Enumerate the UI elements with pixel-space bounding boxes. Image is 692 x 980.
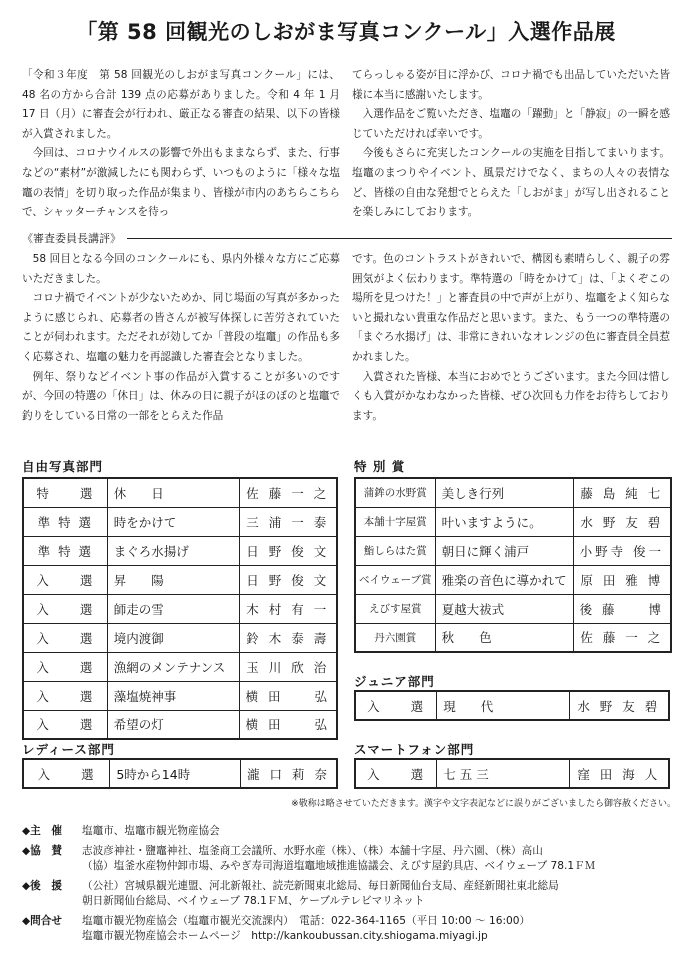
section-title-ladies: レディース部門 bbox=[22, 742, 115, 757]
award-rank: 入 選 bbox=[355, 691, 437, 720]
award-rank: 入 選 bbox=[23, 652, 107, 681]
work-title: 現 代 bbox=[437, 691, 569, 720]
photographer-name: 小野寺 俊一 bbox=[573, 536, 671, 565]
work-title: 境内渡御 bbox=[107, 623, 239, 652]
info-line: （公社）宮城県観光連盟、河北新報社、読売新聞東北総局、毎日新聞仙台支局、産経新聞社東北総局 bbox=[82, 880, 559, 892]
table-row bbox=[355, 691, 669, 720]
intro-paragraph: 入選作品をご覧いただき、塩竈の「躍動」と「静寂」の一瞬を感じていただければ幸いです。 bbox=[352, 108, 670, 140]
work-title: 美しき行列 bbox=[435, 478, 573, 507]
table-row bbox=[23, 478, 337, 507]
info-line: 塩竈市、塩竈市観光物産協会 bbox=[82, 825, 220, 837]
work-title: まぐろ水揚げ bbox=[107, 536, 239, 565]
review-paragraph: 58 回目となる今回のコンクールにも、県内外様々な方にご応募いただきました。 bbox=[22, 253, 340, 285]
disclaimer-note: ※敬称は略させていただきます。漢字や文字表記などに誤りがございましたら御容赦ください。 bbox=[291, 799, 676, 809]
work-title: 休 日 bbox=[107, 478, 239, 507]
intro-paragraph: てらっしゃる姿が目に浮かび、コロナ禍でも出品していただいた皆様に本当に感謝いたします。 bbox=[352, 69, 670, 101]
info-value bbox=[82, 879, 682, 909]
work-title: 師走の雪 bbox=[107, 594, 239, 623]
special-award-table bbox=[354, 477, 672, 653]
table-row bbox=[23, 507, 337, 536]
section-title-junior: ジュニア部門 bbox=[354, 674, 435, 689]
photographer-name: 後 藤 博 bbox=[573, 594, 671, 623]
photographer-name: 佐 藤 一 之 bbox=[573, 623, 671, 652]
info-label: ◆問合せ bbox=[22, 915, 62, 927]
award-rank: 鮨しらはた賞 bbox=[355, 536, 435, 565]
table-row bbox=[23, 710, 337, 739]
table-row bbox=[355, 623, 671, 652]
table-row bbox=[23, 759, 337, 788]
table-row bbox=[355, 565, 671, 594]
work-title: 時をかけて bbox=[107, 507, 239, 536]
award-rank: 入 選 bbox=[23, 623, 107, 652]
info-row bbox=[22, 824, 682, 839]
award-rank: 入 選 bbox=[23, 594, 107, 623]
info-line: 塩竈市観光物産協会ホームページ http://kankoubussan.city.shiogama.miyagi.jp bbox=[82, 930, 488, 942]
award-rank: 入 選 bbox=[23, 759, 110, 788]
award-rank: えびす屋賞 bbox=[355, 594, 435, 623]
table-row bbox=[23, 623, 337, 652]
work-title: 雅楽の音色に導かれて bbox=[435, 565, 573, 594]
table-row bbox=[23, 594, 337, 623]
photographer-name: 横 田 弘 bbox=[239, 681, 337, 710]
table-row bbox=[355, 478, 671, 507]
photographer-name: 佐 藤 一 之 bbox=[239, 478, 337, 507]
work-title: 七 五 三 bbox=[437, 759, 569, 788]
page-title: 「第 58 回観光のしおがま写真コンクール」入選作品展 bbox=[76, 20, 616, 44]
info-line: 志波彦神社・鹽竈神社、塩釜商工会議所、水野水産（株）、（株）本舗十字屋、丹六園、（株）高山 bbox=[82, 845, 543, 857]
work-title: 夏越大祓式 bbox=[435, 594, 573, 623]
info-row bbox=[22, 914, 682, 944]
work-title: 秋 色 bbox=[435, 623, 573, 652]
info-label: ◆協 賛 bbox=[22, 845, 62, 857]
work-title: 漁網のメンテナンス bbox=[107, 652, 239, 681]
info-line: 朝日新聞仙台総局、ベイウェーブ 78.1ＦＭ、ケーブルテレビマリネット bbox=[82, 895, 425, 907]
table-row bbox=[355, 594, 671, 623]
photographer-name: 水 野 友 碧 bbox=[573, 507, 671, 536]
table-row bbox=[355, 536, 671, 565]
award-rank: 蒲鉾の水野賞 bbox=[355, 478, 435, 507]
info-label: ◆主 催 bbox=[22, 825, 62, 837]
work-title: 朝日に輝く浦戸 bbox=[435, 536, 573, 565]
award-rank: 入 選 bbox=[23, 565, 107, 594]
ladies-table bbox=[22, 758, 338, 789]
table-row bbox=[23, 536, 337, 565]
photographer-name: 三 浦 一 泰 bbox=[239, 507, 337, 536]
photographer-name: 藤 島 純 七 bbox=[573, 478, 671, 507]
photographer-name: 水 野 友 碧 bbox=[569, 691, 669, 720]
award-rank: 本舗十字屋賞 bbox=[355, 507, 435, 536]
photographer-name: 日 野 俊 文 bbox=[239, 565, 337, 594]
award-rank: 準 特 選 bbox=[23, 507, 107, 536]
photographer-name: 鈴 木 泰 壽 bbox=[239, 623, 337, 652]
review-heading bbox=[22, 230, 672, 246]
photographer-name: 日 野 俊 文 bbox=[239, 536, 337, 565]
photographer-name: 横 田 弘 bbox=[239, 710, 337, 739]
work-title: 叶いますように。 bbox=[435, 507, 573, 536]
review-left-column bbox=[22, 250, 340, 426]
intro-right-column bbox=[352, 66, 670, 223]
award-rank: 準 特 選 bbox=[23, 536, 107, 565]
section-title-free: 自由写真部門 bbox=[22, 459, 104, 474]
work-title: 昇 陽 bbox=[107, 565, 239, 594]
award-rank: 入 選 bbox=[355, 759, 437, 788]
table-row bbox=[23, 565, 337, 594]
junior-table bbox=[354, 690, 670, 721]
photographer-name: 玉 川 欣 治 bbox=[239, 652, 337, 681]
intro-paragraph: 今回は、コロナウイルスの影響で外出もままならず、また、行事などの“素材”が激減したにも関わらず、いつものように「様々な塩竈の表情」を切り取った作品が集まり、皆様が市内のあちらこちらで、シャッターチャンスを待っ bbox=[22, 147, 340, 219]
table-row bbox=[355, 759, 669, 788]
info-line: （協）塩釜水産物仲卸市場、みやぎ寿司海道塩竈地域推進協議会、えびす屋釣具店、ベイウェーブ 78.1ＦＭ bbox=[82, 860, 596, 872]
info-value bbox=[82, 824, 682, 839]
review-paragraph: 入賞された皆様、本当におめでとうございます。また今回は惜しくも入賞がかなわなかった皆様、ぜひ次回も力作をお待ちしております。 bbox=[352, 370, 670, 422]
info-label: ◆後 援 bbox=[22, 880, 62, 892]
intro-paragraph: 「令和３年度 第 58 回観光のしおがま写真コンクール」には、48 名の方から合計 139 点の応募がありました。令和 4 年 1 月 17 日（月）に審査会が行われ、厳正なる審査の結果、以下の皆様が入賞されました。 bbox=[22, 69, 340, 140]
photographer-name: 原 田 雅 博 bbox=[573, 565, 671, 594]
info-value bbox=[82, 844, 682, 874]
award-rank: 特 選 bbox=[23, 478, 107, 507]
intro-left-column bbox=[22, 66, 340, 223]
award-rank: 入 選 bbox=[23, 681, 107, 710]
photographer-name: 木 村 有 一 bbox=[239, 594, 337, 623]
table-row bbox=[355, 507, 671, 536]
review-paragraph: 例年、祭りなどイベント事の作品が入賞することが多いのですが、今回の特選の「休日」は、休みの日に親子がほのぼのと塩竈で釣りをしている日常の一部をとらえた作品 bbox=[22, 370, 340, 422]
table-row bbox=[23, 681, 337, 710]
section-title-smartphone: スマートフォン部門 bbox=[354, 742, 475, 757]
free-photo-table bbox=[22, 477, 338, 740]
award-rank: ベイウェーブ賞 bbox=[355, 565, 435, 594]
award-rank: 丹六園賞 bbox=[355, 623, 435, 652]
event-info bbox=[22, 824, 682, 949]
intro-paragraph: 今後もさらに充実したコンクールの実施を目指してまいります。塩竈のまつりやイベント、風景だけでなく、まちの人々の表情など、皆様の自由な発想でとらえた「しおがま」が写し出されることを楽しみにしております。 bbox=[352, 147, 670, 219]
review-right-column bbox=[352, 250, 670, 426]
photographer-name: 瀧 口 莉 奈 bbox=[241, 759, 337, 788]
work-title: 5時から14時 bbox=[110, 759, 241, 788]
review-heading-label: 《審査委員長講評》 bbox=[22, 230, 127, 246]
smartphone-table bbox=[354, 758, 670, 789]
info-value bbox=[82, 914, 682, 944]
info-row bbox=[22, 879, 682, 909]
review-paragraph: コロナ禍でイベントが少ないためか、同じ場面の写真が多かったように感じられ、応募者の皆さんが被写体探しに苦労されていたことが伺われます。ただそれが効してか「普段の塩竈」の作品も多く応募され、塩竈の魅力を再認識した審査会となりました。 bbox=[22, 292, 340, 363]
section-title-special: 特 別 賞 bbox=[354, 459, 406, 474]
info-line: 塩竈市観光物産協会（塩竈市観光交流課内） 電話：022-364-1165（平日 10:00 ～ 16:00） bbox=[82, 915, 531, 927]
award-rank: 入 選 bbox=[23, 710, 107, 739]
work-title: 希望の灯 bbox=[107, 710, 239, 739]
photographer-name: 窪 田 海 人 bbox=[569, 759, 669, 788]
info-row bbox=[22, 844, 682, 874]
work-title: 藻塩焼神事 bbox=[107, 681, 239, 710]
review-paragraph: です。色のコントラストがきれいで、構図も素晴らしく、親子の雰囲気がよく伝わります。準特選の「時をかけて」は、「よくぞこの場所を見つけた！」と審査員の中で声が上がり、塩竈をよく知らないと撮れない貴重な作品だと思います。また、もう一つの準特選の「まぐろ水揚げ」は、非常にきれいなオレンジの色に審査員全員惹かれました。 bbox=[352, 253, 670, 363]
table-row bbox=[23, 652, 337, 681]
